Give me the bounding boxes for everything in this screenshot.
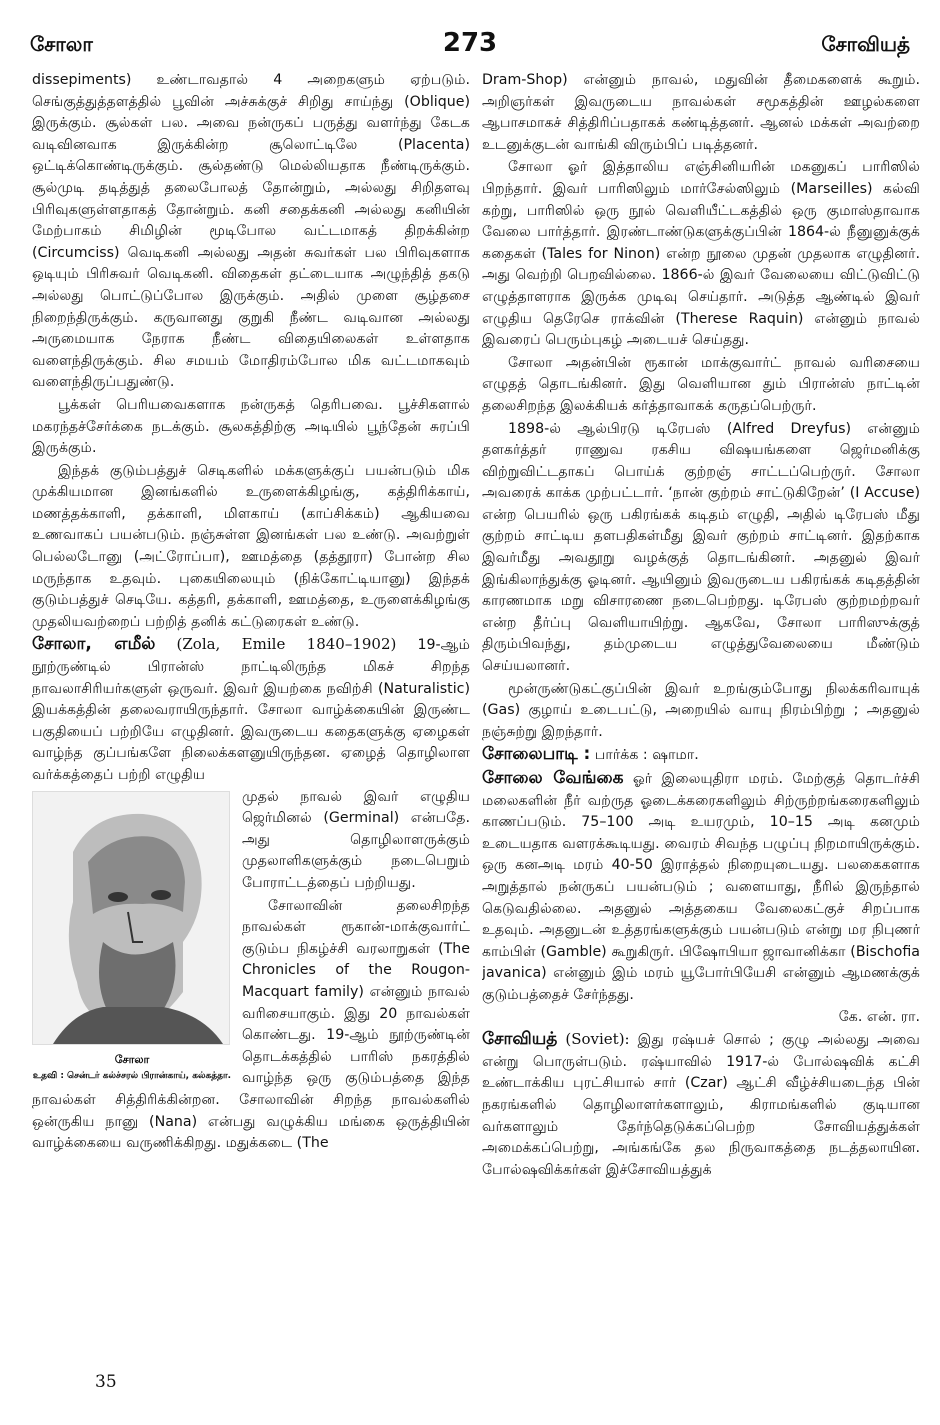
portrait-sketch-icon — [33, 792, 229, 1044]
portrait-caption: சோலா — [114, 1052, 150, 1066]
running-head-left: சோலா — [30, 32, 93, 56]
running-head — [30, 28, 910, 68]
folio-number: 35 — [95, 1372, 117, 1392]
running-head-right: சோவியத் — [821, 32, 910, 56]
headword-solai-vengai: சோலை வேங்கை — [482, 768, 624, 788]
headword-soviet: சோவியத் — [482, 1029, 558, 1050]
zola-novels-paragraph: சோலாவின் தலைசிறந்த நாவல்கள் ரூகான்-மாக்குவார்ட் குடும்ப நிகழ்ச்சி வரலாறுகள் (The Chronicles of the Rougon-Macquart family) என்னும் நாவல் வரிசையாகும். இது 20 நாவல்கள் கொண்டது. 19-ஆம் நூற்ருண்டின் தொடக்கத்தில் பாரிஸ் நகரத்தில் வாழ்ந்த ஒரு குடும்பத்தை இந்த நாவல்கள் சித்திரிக்கின்றன. சோலாவின் சிறந்த நாவல்களில் ஒன்ருகிய நானு (Nana) என்பது வழுக்கிய மங்கை ஒருத்தியின் வாழ்க்கையை வருணிக்கிறது. மதுக்கடை (The — [32, 897, 470, 1152]
zola-intro-text: 19-ஆம் நூற்ருண்டில் பிரான்ஸ் நாட்டிலிருந்த மிகச் சிறந்த நாவலாசிரியர்களுள் ஒருவர். இவர் இயற்கை நவிற்சி (Naturalistic) இயக்கத்தின் தலைவராயிருந்தார். சோலா வாழ்க்கையின் இருண்ட பகுதியைப் பற்றியே எழுதினர். இவருடைய கதைகளுக்கு ஏழைகள் வாழ்ந்த குப்பங்களே நிலைக்களனுயிருந்தன. ஏழைத் தொழிலாள வர்க்கத்தைப் பற்றி எழுதிய — [32, 637, 470, 783]
headword-solaipadi: சோலைபாடி : — [482, 744, 591, 765]
entry-soviet — [482, 1029, 920, 1181]
paragraph-useful-species: இந்தக் குடும்பத்துச் செடிகளில் மக்களுக்குப் பயன்படும் மிக முக்கியமான இனங்களில் உருளைக்கிழங்கு, கத்திரிக்காய், மணத்தக்காளி, தக்காளி, மிளகாய் (காப்சிக்கம்) ஆகியவை உணவாகப் பயன்படும். நஞ்சுள்ள இனங்கள் பல உண்டு. அவற்றுள் பெல்லடோனு (அட்ரோப்பா), ஊமத்தை (தத்தூரா) போன்ற சில மருந்தாக உதவும். புகையிலையும் (நிக்கோட்டியானு) இந்தக் குடும்பத்துச் செடியே. கத்தரி, தக்காளி, ஊமத்தை, உருளைக்கிழங்கு முதலியவற்றைப் பற்றித் தனிக் கட்டுரைகள் உண்டு. — [32, 462, 470, 630]
portrait-credit: உதவி : சென்டர் கல்ச்சரல் பிரான்காய், கல்கத்தா. — [32, 1071, 232, 1082]
headword-zola-latin: (Zola, Emile 1840–1902) — [176, 635, 397, 654]
right-column — [482, 70, 920, 1360]
portrait-figure — [32, 791, 232, 1084]
paragraph-dreyfus: 1898-ல் ஆல்பிரடு டிரேபஸ் (Alfred Dreyfus) என்னும் தளகர்த்தர் ராணுவ ரகசிய விஷயங்களை ஜெர்மனிக்கு விற்றுவிட்டதாகப் பொய்க் குற்றஞ் சாட்டப்பெற்ருர். சோலா அவரைக் காக்க முற்பட்டார். ‘நான் குற்றம் சாட்டுகிறேன்’ (I Accuse) என்ற பெயரில் ஒரு பகிரங்கக் கடிதம் எழுதி, அதில் டிரேபஸ் மீது குற்றம் சாட்டிய தளபதிகள்மீது இவர் குற்றம் சாட்டினர். இதற்காக இவர்மீது அவதூறு வழக்குத் தொடங்கினர். அதனுல் இவர் இங்கிலாந்துக்கு ஓடினர். ஆயினும் இவருடைய பகிரங்கக் கடிதத்தின் காரணமாக மறு விசாரணை நடைபெற்றது. டிரேபஸ் குற்றமற்றவர் என்ற தீர்ப்பு வெளியாயிற்று. ஆகவே, சோலா பாரிஸுக்குத் திரும்பிவந்து, தம்முடைய எழுத்துவேலையை மீண்டும் செய்யலானர். — [482, 420, 920, 675]
headword-soviet-latin: (Soviet): — [565, 1030, 630, 1049]
entry-zola — [32, 634, 470, 786]
author-signature: கே. என். ரா. — [838, 1008, 920, 1025]
zola-text-beside-portrait: முதல் நாவல் இவர் எழுதிய ஜெர்மினல் (Germinal) என்பதே. அது தொழிலாளருக்கும் முதலாளிகளுக்கும் நடைபெறும் போராட்டத்தைப் பற்றியது. — [242, 788, 470, 891]
entry-solai-vengai — [482, 768, 920, 1028]
headword-zola: சோலா, எமீல் — [32, 634, 156, 655]
page-number: 273 — [442, 28, 498, 58]
paragraph-dram-shop: Dram-Shop) என்னும் நாவல், மதுவின் தீமைகளைக் கூறும். அறிஞர்கள் இவருடைய நாவல்கள் சமூகத்தின் ஊழல்களை ஆபாசமாகச் சித்திரிப்பதாகக் கண்டித்தனர். ஆனல் மக்கள் அவற்றை உடனுக்குடன் வாங்கி விரும்பிப் படித்தனர். — [482, 72, 920, 153]
zola-portrait-image — [32, 791, 230, 1045]
paragraph-flower-structure: dissepiments) உண்டாவதால் 4 அறைகளும் ஏற்படும். செங்குத்துத்தளத்தில் பூவின் அச்சுக்குச் சிறிது சாய்ந்து (Oblique) இருக்கும். சூல்கள் பல. அவை நன்ருகப் பருத்து வளர்ந்து கேடக வடிவினவாக இருக்கின்ற சூலொட்டிலே (Placenta) ஒட்டிக்கொண்டிருக்கும். சூல்தண்டு மெல்லியதாக நீண்டிருக்கும். சூல்முடி தடித்துத் தலைபோலத் தோன்றும், அல்லது சிறிதளவு பிரிவுகளுள்ளதாகத் தோன்றும். கனி சதைக்கனி அல்லது கனியின் மேற்பாகம் சிமிழின் மூடிபோல வட்டமாகத் திறக்கின்ற (Circumciss) வெடிகனி அல்லது அதன் சுவர்கள் பல பிரிவுகளாக ஒடியும் பிரிசுவர் வெடிகனி. விதைகள் தட்டையாக அழுந்தித் தகடு அல்லது பொட்டுப்போல இருக்கும். அதில் முளை சூழ்தசை நிறைந்திருக்கும். கருவானது குறுகி நீண்ட வடிவான அல்லது அருமையாக நேராக நீண்ட விதையிலைகள் உள்ளதாக வளைந்திருக்கும். சில சமயம் மோதிரம்போல மிக வட்டமாகவும் வளைந்திருப்பதுண்டு. — [32, 72, 470, 391]
paragraph-flowers: பூக்கள் பெரியவைகளாக நன்ருகத் தெரிபவை. பூச்சிகளால் மகரந்தச்சேர்க்கை நடக்கும். சூலகத்திற்கு அடியில் பூந்தேன் சுரப்பி இருக்கும். — [32, 396, 470, 457]
soviet-text: இது ரஷ்யச் சொல் ; குழு அல்லது அவை என்று பொருள்படும். ரஷ்யாவில் 1917-ல் போல்ஷவிக் கட்சி உண்டாக்கிய புரட்சியால் சார் (Czar) ஆட்சி வீழ்ச்சியடைந்த பின் நகரங்களில் தொழிலாளர்களாலும், கிராமங்களில் குடியான வர்களாலும் தேர்ந்தெடுக்கப்பெற்ற சோவியத்துக்கள் அமைக்கப்பெற்று, அங்கங்கே தல நிருவாகத்தை நடத்தலாயின. போல்ஷவிக்கர்கள் இச்சோவியத்துக் — [482, 1032, 920, 1178]
entry-solaipadi — [482, 744, 920, 767]
paragraph-rougon-macquart: சோலா அதன்பின் ரூகான் மாக்குவார்ட் நாவல் வரிசையை எழுதத் தொடங்கினர். இது வெளியான தும் பிரான்ஸ் நாட்டின் தலைசிறந்த இலக்கியக் கர்த்தாவாகக் கருதப்பெற்ருர். — [482, 354, 920, 414]
left-column — [32, 70, 470, 1350]
solai-vengai-text: ஓர் இலையுதிரா மரம். மேற்குத் தொடர்ச்சி மலைகளின் நீர் வற்ருத ஓடைக்கரைகளிலும் சிற்ருற்றங்கரைகளிலும் காணப்படும். 75–100 அடி உயரமும், 10–15 அடி கனமும் உடையதாக வளரக்கூடியது. வைரம் சிவந்த பழுப்பு நிறமாயிருக்கும். ஒரு கனஅடி மரம் 40-50 இராத்தல் நிறையுடையது. பலகைகளாக அறுத்தால் நன்ருகப் பயன்படும் ; வளையாது, நீரில் இருந்தால் கெடுவதில்லை. அதனுல் அத்தகைய வேலைகட்குச் சிறப்பாக உதவும். அதனுடன் உத்தரங்களுக்கும் பயன்படும் என்று மர நிபுணர் காம்பிள் (Gamble) கூறுகிருர். பிஷோபியா ஜாவானிக்கா (Bischofia javanica) என்னும் இம் மரம் யூபோர்பியேசி என்னும் ஆமணக்குக் குடும்பத்தைச் சேர்ந்தது. — [482, 771, 920, 1003]
paragraph-zola-death: மூன்ருண்டுகட்குப்பின் இவர் உறங்கும்போது நிலக்கரிவாயுக் (Gas) குழாய் உடைபட்டு, அறையில் வாயு நிரம்பிற்று ; அதனுல் நஞ்சுற்று இறந்தார். — [482, 680, 920, 740]
paragraph-zola-biography: சோலா ஓர் இத்தாலிய எஞ்சினியரின் மகனுகப் பாரிஸில் பிறந்தார். இவர் பாரிஸிலும் மார்சேல்ஸிலும் (Marseilles) கல்வி கற்று, பாரிஸில் ஒரு நூல் வெளியீட்டகத்தில் ஒரு குமாஸ்தாவாக வேலை பார்த்தார். இரண்டாண்டுகளுக்குப்பின் 1864-ல் நீனுனுக்குக் கதைகள் (Tales for Ninon) என்ற நூலை முதன் முதலாக எழுதினர். அது வெற்றி பெறவில்லை. 1866-ல் இவர் வேலையை விட்டுவிட்டு எழுத்தாளராக இருக்க முடிவு செய்தார். அடுத்த ஆண்டில் இவர் எழுதிய தெரேசெ ராக்வின் (Therese Raquin) என்னும் நாவல் இவரைப் பெரும்புகழ் அடையச் செய்தது. — [482, 159, 920, 349]
solaipadi-cross-reference: பார்க்க : ஷாமா. — [594, 747, 699, 764]
